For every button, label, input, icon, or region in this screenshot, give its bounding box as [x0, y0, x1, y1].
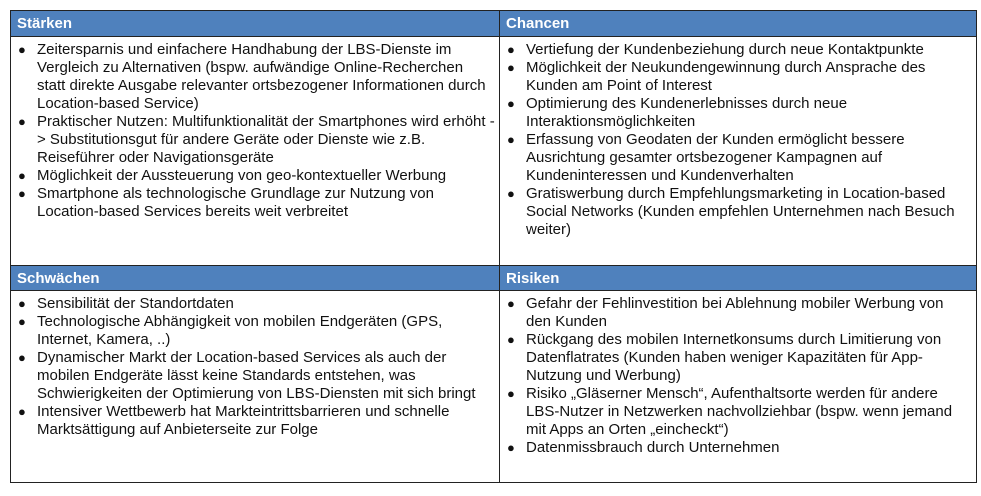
- list-item: [506, 59, 972, 95]
- list-item-text: Möglichkeit der Neukundengewinnung durch Ansprache des Kunden am Point of Interest: [526, 59, 926, 94]
- list-item: [506, 185, 972, 239]
- list-item: [17, 167, 495, 185]
- list-item: [506, 385, 972, 439]
- bullet-icon: ●: [18, 314, 26, 329]
- list-risiken: [506, 295, 972, 457]
- bullet-icon: ●: [18, 350, 26, 365]
- bullet-icon: ●: [507, 296, 515, 311]
- list-item: [506, 439, 972, 457]
- list-chancen: [506, 41, 972, 239]
- bullet-icon: ●: [18, 42, 26, 57]
- list-item-text: Sensibilität der Standortdaten: [37, 295, 234, 312]
- bullet-icon: ●: [507, 96, 515, 111]
- bullet-icon: ●: [507, 42, 515, 57]
- list-item: [17, 403, 495, 439]
- header-staerken: Stärken: [11, 11, 500, 37]
- bullet-icon: ●: [18, 168, 26, 183]
- list-item: [17, 349, 495, 403]
- list-item-text: Technologische Abhängigkeit von mobilen Endgeräten (GPS, Internet, Kamera, ..): [37, 313, 443, 348]
- cell-staerken: [11, 37, 500, 265]
- bullet-icon: ●: [507, 332, 515, 347]
- cell-schwaechen: [11, 291, 500, 482]
- list-item: [17, 41, 495, 113]
- cell-risiken: [500, 291, 976, 482]
- bullet-icon: ●: [507, 386, 515, 401]
- list-item-text: Erfassung von Geodaten der Kunden ermöglicht bessere Ausrichtung gesamter ortsbezogener Kampagnen auf Kundeninteressen und Kundenverhalten: [526, 131, 905, 184]
- list-item-text: Zeitersparnis und einfachere Handhabung der LBS-Dienste im Vergleich zu Alternativen (bspw. aufwändige Online-Recherchen statt direkte Ausgabe relevanter ortsbezogener Informationen durch Location-based Service): [37, 41, 486, 112]
- list-item: [506, 131, 972, 185]
- list-item: [17, 113, 495, 167]
- bullet-icon: ●: [18, 404, 26, 419]
- list-item-text: Dynamischer Markt der Location-based Services als auch der mobilen Endgeräte lässt keine Standards entstehen, was Schwierigkeiten der Optimierung von LBS-Diensten mit sich bringt: [37, 349, 476, 402]
- list-item: [17, 313, 495, 349]
- list-item: [506, 41, 972, 59]
- list-item-text: Datenmissbrauch durch Unternehmen: [526, 439, 780, 456]
- bullet-icon: ●: [507, 186, 515, 201]
- list-item-text: Gratiswerbung durch Empfehlungsmarketing in Location-based Social Networks (Kunden empfehlen Unternehmen nach Besuch weiter): [526, 185, 955, 238]
- bullet-icon: ●: [507, 440, 515, 455]
- cell-chancen: [500, 37, 976, 265]
- header-risiken: Risiken: [500, 265, 976, 291]
- list-item-text: Praktischer Nutzen: Multifunktionalität der Smartphones wird erhöht -> Substitutionsgut für andere Geräte oder Dienste wie z.B. Reiseführer oder Navigationsgeräte: [37, 113, 495, 166]
- list-item-text: Gefahr der Fehlinvestition bei Ablehnung mobiler Werbung von den Kunden: [526, 295, 944, 330]
- list-item-text: Intensiver Wettbewerb hat Markteintrittsbarrieren und schnelle Marktsättigung auf Anbieterseite zur Folge: [37, 403, 450, 438]
- bullet-icon: ●: [18, 186, 26, 201]
- list-item: [506, 331, 972, 385]
- list-item-text: Risiko „Gläserner Mensch“, Aufenthaltsorte werden für andere LBS-Nutzer in Netzwerken nachvollziehbar (bspw. wenn jemand mit Apps an Orten „eincheckt“): [526, 385, 953, 438]
- list-item: [506, 295, 972, 331]
- list-item-text: Möglichkeit der Aussteuerung von geo-kontextueller Werbung: [37, 167, 447, 184]
- header-schwaechen: Schwächen: [11, 265, 500, 291]
- list-item-text: Vertiefung der Kundenbeziehung durch neue Kontaktpunkte: [526, 41, 924, 58]
- list-item-text: Rückgang des mobilen Internetkonsums durch Limitierung von Datenflatrates (Kunden haben weniger Kapazitäten für App-Nutzung und Werbung): [526, 331, 942, 384]
- swot-table: [10, 10, 977, 483]
- bullet-icon: ●: [507, 60, 515, 75]
- bullet-icon: ●: [18, 296, 26, 311]
- bullet-icon: ●: [507, 132, 515, 147]
- list-item-text: Optimierung des Kundenerlebnisses durch neue Interaktionsmöglichkeiten: [526, 95, 848, 130]
- bullet-icon: ●: [18, 114, 26, 129]
- list-staerken: [17, 41, 495, 221]
- list-item: [17, 185, 495, 221]
- list-schwaechen: [17, 295, 495, 439]
- list-item-text: Smartphone als technologische Grundlage zur Nutzung von Location-based Services bereits weit verbreitet: [37, 185, 434, 220]
- header-chancen: Chancen: [500, 11, 976, 37]
- list-item: [17, 295, 495, 313]
- list-item: [506, 95, 972, 131]
